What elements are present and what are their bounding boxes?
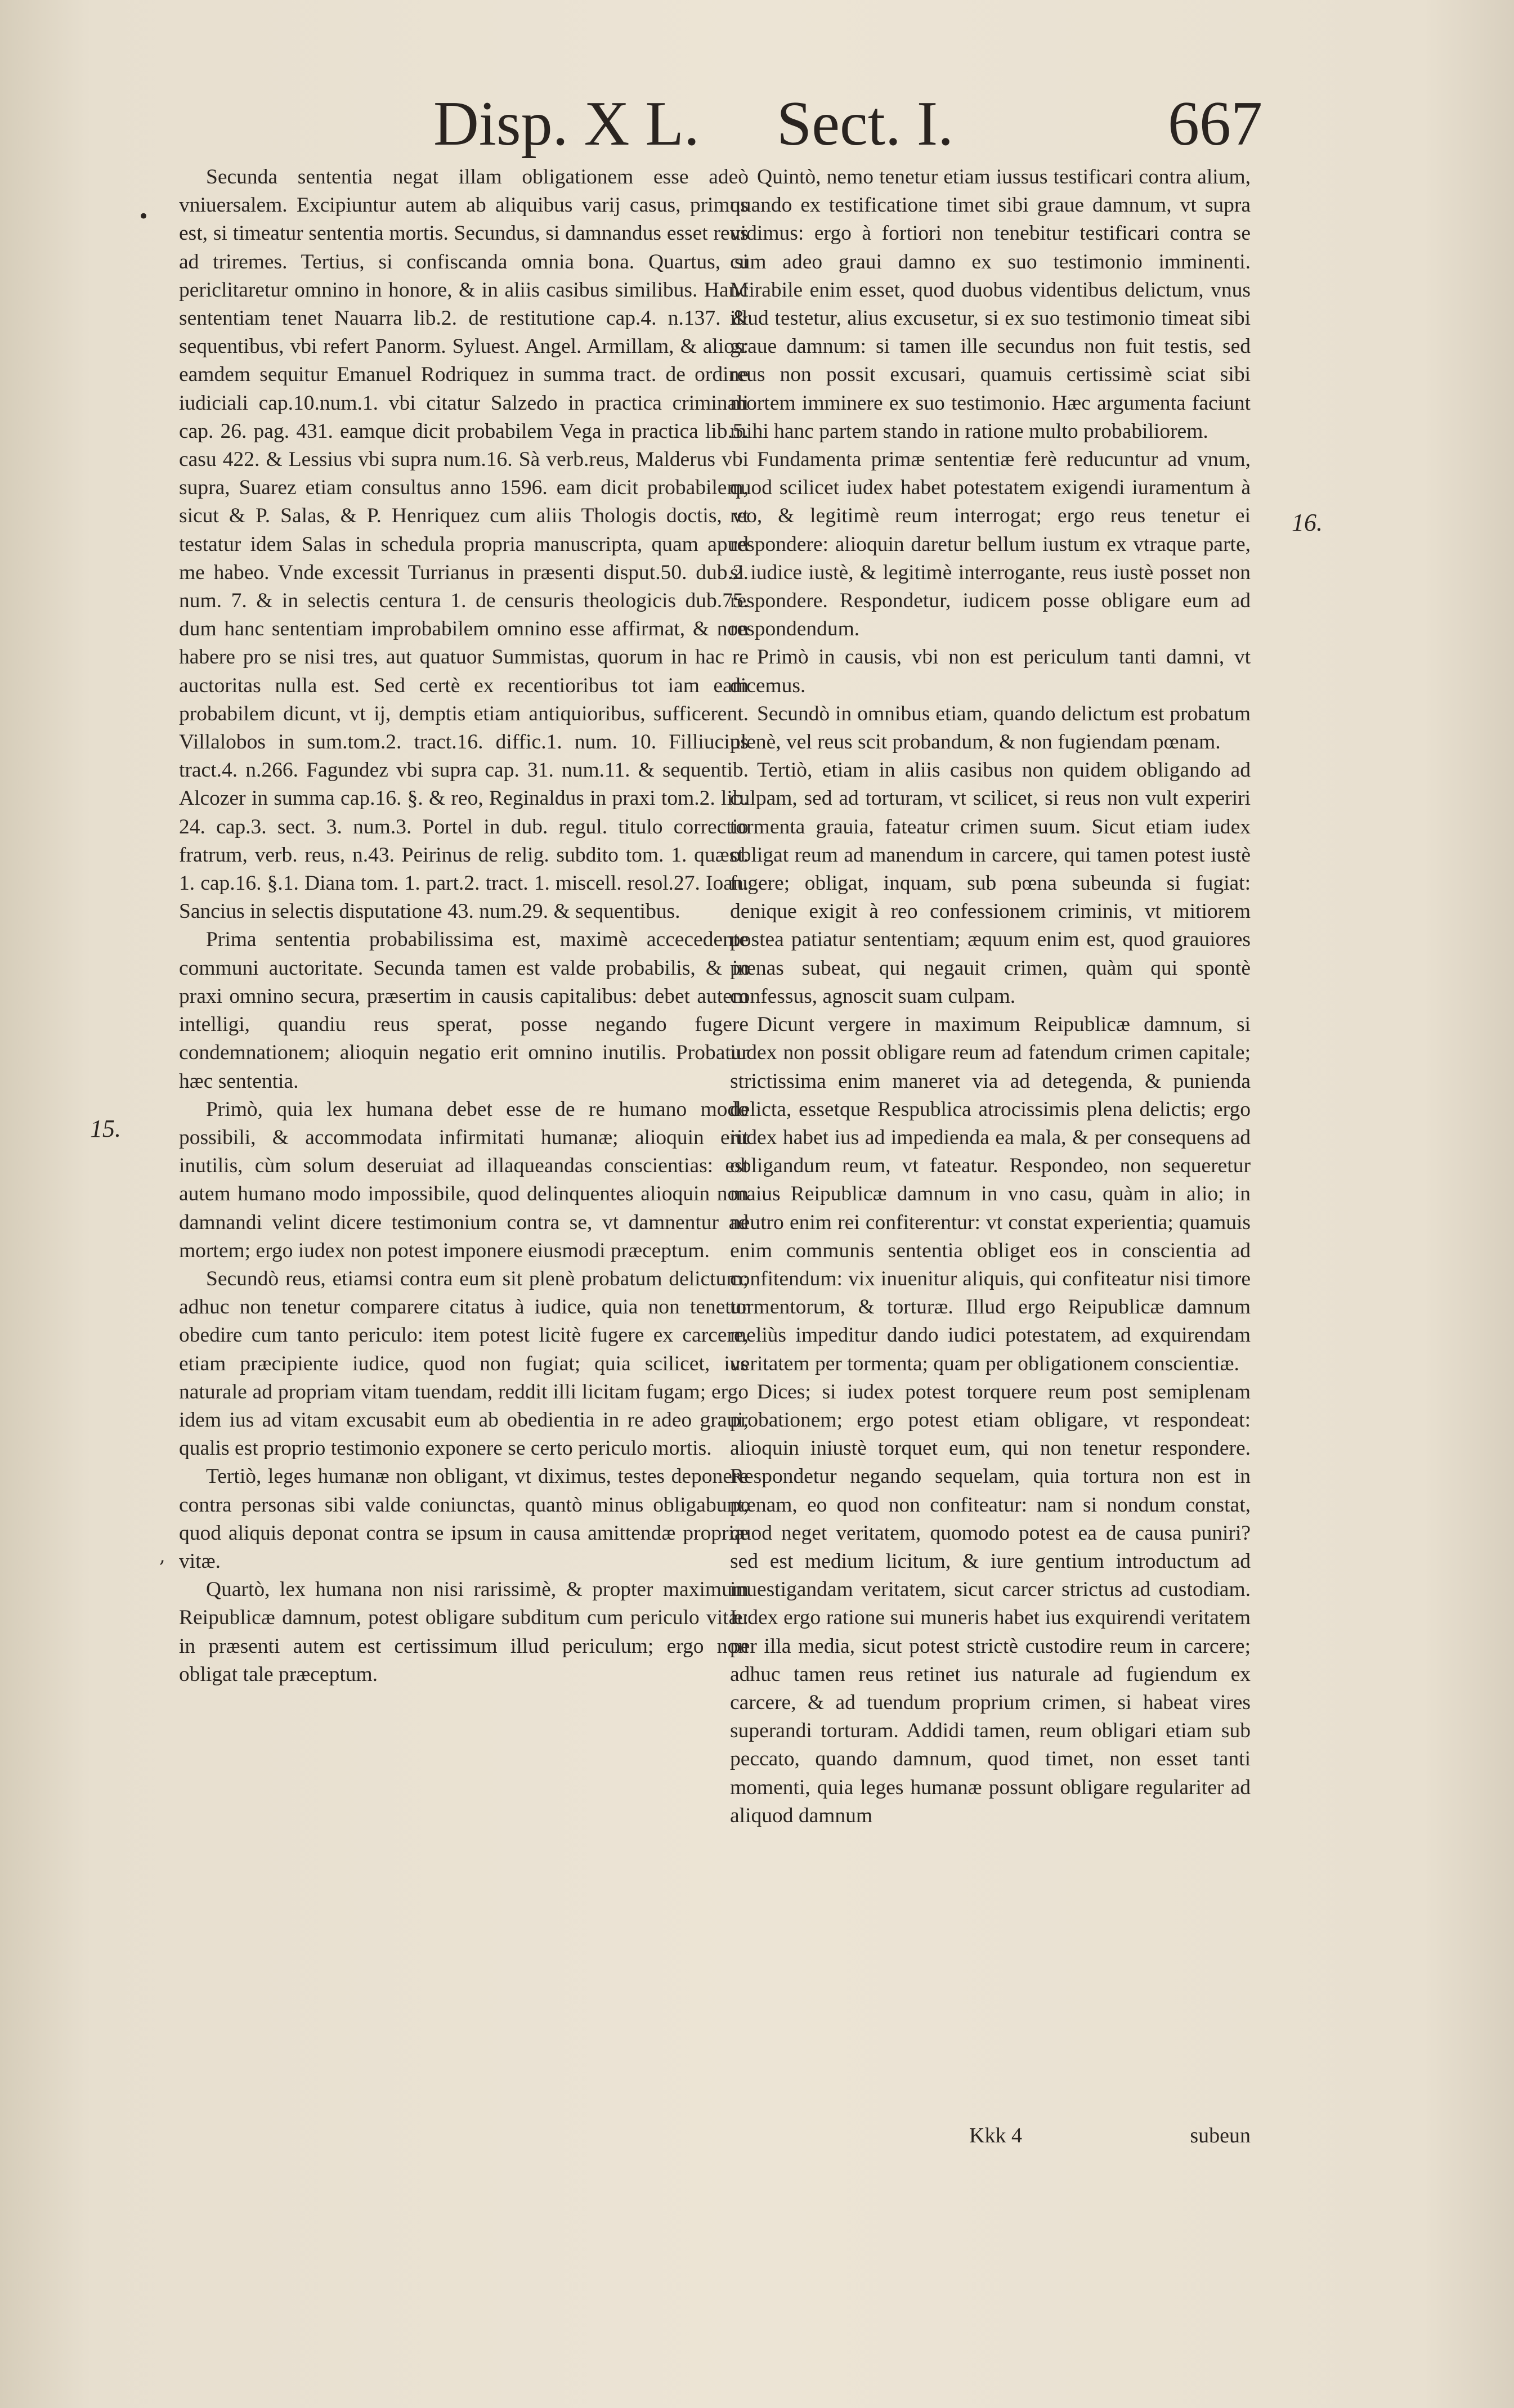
header-section: Sect. I. [777,89,954,159]
paragraph: Dicunt vergere in maximum Reipublicæ damnum, si iudex non possit obligare reum ad fatendum crimen capitale; strictissima enim maneret via ad detegenda, & punienda delicta, essetque Respublica atrocissimis plena delictis; ergo iudex habet ius ad impedienda ea mala, & per consequens ad obligandum reum, vt fateatur. Respondeo, non sequeretur maius Reipublicæ damnum in vno casu, quàm in alio; in neutro enim rei confiterentur: vt constat experientia; quamuis enim communis sententia obliget eos in conscientia ad confitendum: vix inuenitur aliquis, qui confiteatur nisi timore tormentorum, & torturæ. Illud ergo Reipublicæ damnum meliùs impeditur dando iudici potestatem, ad exquirendam veritatem per tormenta; quam per obligationem conscientiæ. [730,1013,1251,1375]
paragraph: Secundò in omnibus etiam, quando delictum est probatum plenè, vel reus scit probandum, & non fugiendam pœnam. [730,702,1251,754]
page-number: 667 [1168,89,1262,159]
running-header [0,84,1514,163]
paragraph: Quartò, lex humana non nisi rarissimè, & propter maximum Reipublicæ damnum, potest obligare subditum cum periculo vitæ: in præsenti autem est certissimum illud periculum; ergo non obligat tale præceptum. [179,1578,749,1686]
page-footer [730,2122,1251,2150]
paragraph: Secunda sententia negat illam obligationem esse adeò vniuersalem. Excipiuntur autem ab aliquibus varij casus, primus est, si timeatur sententia mortis. Secundus, si damnandus esset reus ad triremes. Tertius, si confiscanda omnia bona. Quartus, si periclitaretur omnino in honore, & in aliis casibus similibus. Hanc sententiam tenet Nauarra lib.2. de restitutione cap.4. n.137. & sequentibus, vbi refert Panorm. Syluest. Angel. Armillam, & alios: eamdem sequitur Emanuel Rodriquez in summa tract. de ordine iudiciali cap.10.num.1. vbi citatur Salzedo in practica criminali cap. 26. pag. 431. eamque dicit probabilem Vega in practica lib.5. casu 422. & Lessius vbi supra num.16. Sà verb.reus, Malderus vbi supra, Suarez etiam consultus anno 1596. eam dicit probabilem, sicut & P. Salas, & P. Henriquez cum aliis Thologis doctis, vt testatur idem Salas in schedula propria manuscripta, quam apud me habeo. Vnde excessit Turrianus in præsenti disput.50. dub.2. num. 7. & in selectis centura 1. de censuris theologicis dub.75. dum hanc sententiam improbabilem omnino esse affirmat, & non habere pro se nisi tres, aut quatuor Summistas, quorum in hac re auctoritas nulla est. Sed certè ex recentioribus tot iam eam probabilem dicunt, vt ij, demptis etiam antiquioribus, sufficerent. Villalobos in sum.tom.2. tract.16. diffic.1. num. 10. Filliucius tract.4. n.266. Fagundez vbi supra cap. 31. num.11. & sequentib. Alcozer in summa cap.16. §. & reo, Reginaldus in praxi tom.2. lib. 24. cap.3. sect. 3. num.3. Portel in dub. regul. titulo correctio fratrum, verb. reus, n.43. Peirinus de relig. subdito tom. 1. quæst. 1. cap.16. §.1. Diana tom. 1. part.2. tract. 1. miscell. resol.27. Ioan. Sancius in selectis disputatione 43. num.29. & sequentibus. [179,165,749,923]
margin-mark: • [138,205,150,228]
paragraph: Dices; si iudex potest torquere reum post semiplenam probationem; ergo potest etiam obligare, vt respondeat: alioquin iniustè torquet eum, qui non tenetur respondere. Respondetur negando sequelam, quia tortura non est in pœnam, eo quod non confiteatur: nam si nondum constat, quod neget veritatem, quomodo potest ea de causa puniri? sed est medium licitum, & iure gentium introductum ad inuestigandam veritatem, sicut carcer strictus ad custodiam. Iudex ergo ratione sui muneris habet ius exquirendi veritatem per illa media, sicut potest strictè custodire reum in carcere; adhuc tamen reus retinet ius naturale ad fugiendum ex carcere, & ad tuendum proprium crimen, si habeat vires superandi torturam. Addidi tamen, reum obligari etiam sub peccato, quando damnum, quod timet, non esset tanti momenti, quia leges humanæ possunt obligare regulariter ad aliquod damnum [730,1380,1251,1827]
paragraph: Primò, quia lex humana debet esse de re humano modo possibili, & accommodata infirmitati humanæ; alioquin erit inutilis, cùm solum deseruiat ad illaqueandas conscientias: est autem humano modo impossibile, quod delinquentes alioquin non damnandi velint dicere testimonium contra se, vt damnentur ad mortem; ergo iudex non potest imponere eiusmodi præceptum. [179,1097,749,1262]
paragraph: Tertiò, leges humanæ non obligant, vt diximus, testes deponere contra personas sibi valde coniunctas, quantò minus obligabunt, quod aliquis deponat contra se ipsum in causa amittendæ propriæ vitæ. [179,1465,749,1573]
paragraph: Secundò reus, etiamsi contra eum sit plenè probatum delictum; adhuc non tenetur comparere citatus à iudice, quia non tenetur obedire cum tanto periculo: item potest licitè fugere ex carcere, etiam præcipiente iudice, quod non fugiat; quia scilicet, ius naturale ad propriam vitam tuendam, reddit illi licitam fugam; ergo idem ius ad vitam excusabit eum ab obedientia in re adeo graui, qualis est proprio testimonio exponere se certo periculo mortis. [179,1267,749,1460]
margin-number-16: 16. [1292,509,1323,536]
signature-mark: Kkk 4 [969,2124,1022,2147]
paragraph: Primò in causis, vbi non est periculum tanti damni, vt dicemus. [730,645,1251,697]
paragraph: Prima sententia probabilissima est, maximè accecedente communi auctoritate. Secunda tamen est valde probabilis, & in praxi omnino secura, præsertim in causis capitalibus: debet autem intelligi, quandiu reus sperat, posse negando fugere condemnationem; alioquin negatio erit omnino inutilis. Probatur hæc sententia. [179,928,749,1093]
right-column [730,163,1251,1830]
left-column [179,163,749,1689]
catchword: subeun [1190,2124,1251,2147]
margin-mark: , [159,1545,165,1567]
paragraph: Quintò, nemo tenetur etiam iussus testificari contra alium, quando ex testificatione timet sibi graue damnum, vt supra vidimus: ergo à fortiori non tenebitur testificari contra se cum adeo graui damno ex suo testimonio imminenti. Mirabile enim esset, quod duobus videntibus delictum, vnus illud testetur, alius excusetur, si ex suo testimonio timeat sibi graue damnum: si tamen ille secundus non fuit testis, sed reus non possit excusari, quamuis certissimè sciat sibi mortem imminere ex suo testimonio. Hæc argumenta faciunt mihi hanc partem stando in ratione multo probabiliorem. [730,165,1251,443]
header-disputation: Disp. X L. [433,89,700,159]
paragraph: Tertiò, etiam in aliis casibus non quidem obligando ad culpam, sed ad torturam, vt scilicet, si reus non vult experiri tormenta grauia, fateatur crimen suum. Sicut etiam iudex obligat reum ad manendum in carcere, qui tamen potest iustè fugere; obligat, inquam, sub pœna subeunda si fugiat: denique exigit à reo confessionem criminis, vt mitiorem postea patiatur sententiam; æquum enim est, quod grauiores pœnas subeat, qui negauit crimen, quàm qui spontè confessus, agnoscit suam culpam. [730,759,1251,1008]
paragraph: Fundamenta primæ sententiæ ferè reducuntur ad vnum, quod scilicet iudex habet potestatem exigendi iuramentum à reo, & legitimè reum interrogat; ergo reus tenetur ei respondere: alioquin daretur bellum iustum ex vtraque parte, si iudice iustè, & legitimè interrogante, reus iustè posset non respondere. Respondetur, iudicem posse obligare eum ad respondendum. [730,448,1251,641]
margin-number-15: 15. [90,1115,121,1142]
